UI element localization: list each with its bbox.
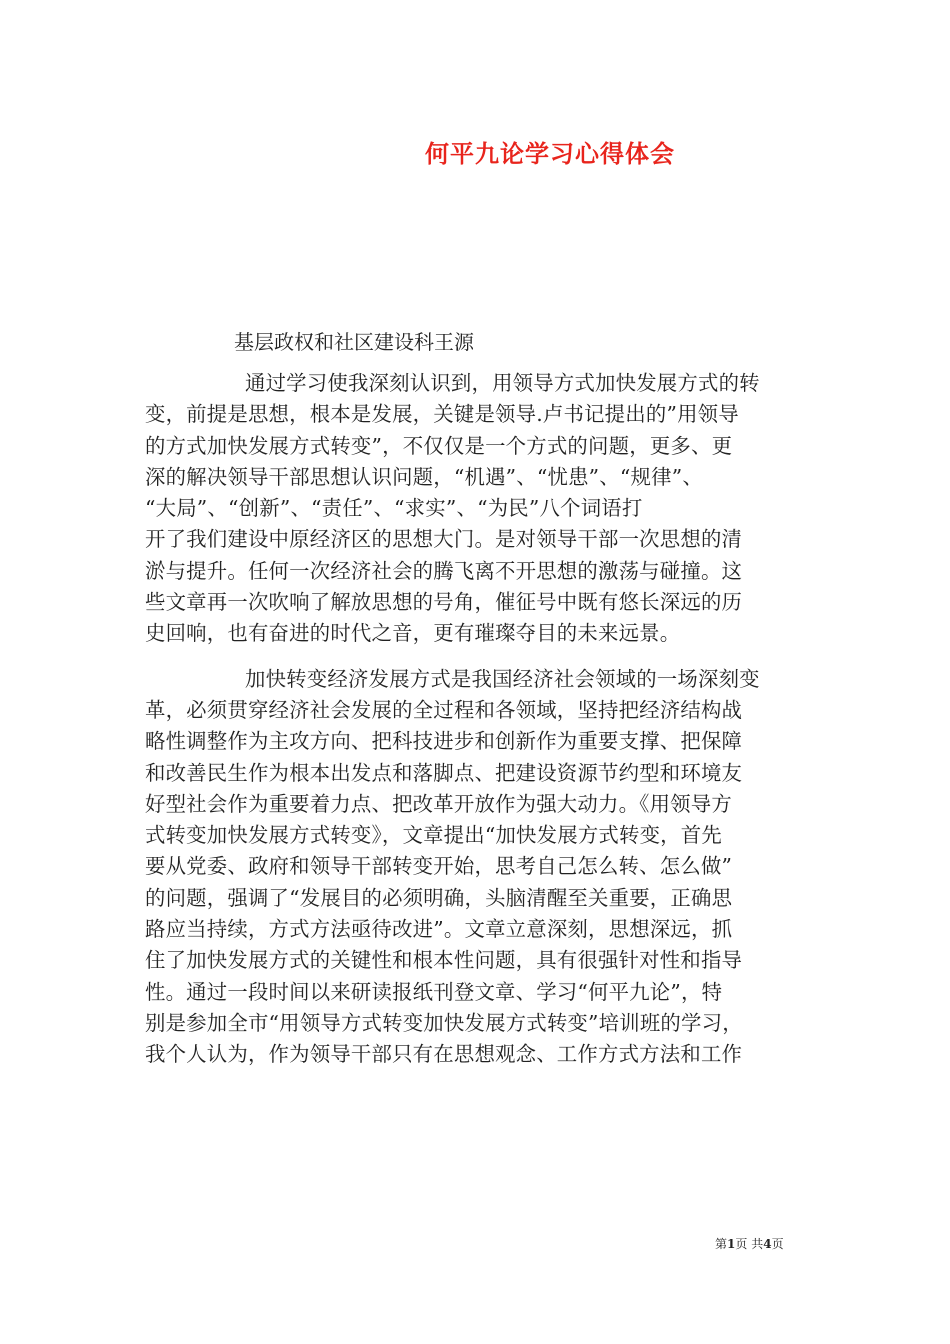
text-line: 史回响，也有奋进的时代之音，更有璀璨夺目的未来远景。: [145, 621, 681, 646]
text-line: 略性调整作为主攻方向、把科技进步和创新作为重要支撑、把保障: [145, 729, 743, 754]
text-line: 住了加快发展方式的关键性和根本性问题，具有很强针对性和指导: [145, 948, 743, 973]
text-line: 的方式加快发展方式转变”，不仅仅是一个方式的问题，更多、更: [145, 433, 733, 458]
author-byline: 基层政权和社区建设科王源: [234, 330, 474, 354]
text-line: 别是参加全市“用领导方式转变加快发展方式转变”培训班的学习，: [145, 1010, 743, 1035]
footer-suffix: 页: [771, 1237, 784, 1251]
text-line: 革，必须贯穿经济社会发展的全过程和各领域，坚持把经济结构战: [145, 697, 743, 722]
paragraph-2: [145, 664, 809, 1071]
text-line: 式转变加快发展方式转变》，文章提出“加快发展方式转变，首先: [145, 823, 722, 848]
total-page-number: 4: [763, 1237, 772, 1251]
text-line: 我个人认为，作为领导干部只有在思想观念、工作方式方法和工作: [145, 1042, 743, 1067]
paragraph-1: [145, 368, 809, 650]
text-line: 路应当持续，方式方法亟待改进”。文章立意深刻，思想深远，抓: [145, 917, 733, 942]
text-line: 加快转变经济发展方式是我国经济社会领域的一场深刻变: [245, 666, 760, 691]
footer-prefix: 第: [715, 1237, 728, 1251]
text-line: 通过学习使我深刻认识到，用领导方式加快发展方式的转: [245, 371, 760, 395]
text-line: 好型社会作为重要着力点、把改革开放作为强大动力。《用领导方: [145, 791, 732, 816]
text-line: 的问题，强调了“发展目的必须明确，头脑清醒至关重要，正确思: [145, 885, 733, 910]
text-line: 性。通过一段时间以来研读报纸刊登文章、学习“何平九论”，特: [145, 979, 723, 1004]
footer-middle: 页 共: [735, 1237, 764, 1251]
current-page-number: 1: [727, 1237, 736, 1251]
text-line: 开了我们建设中原经济区的思想大门。是对领导干部一次思想的清: [145, 527, 743, 552]
text-line: 和改善民生作为根本出发点和落脚点、把建设资源节约型和环境友: [145, 760, 743, 785]
text-line: 淤与提升。任何一次经济社会的腾飞离不开思想的激荡与碰撞。这: [145, 558, 743, 583]
document-title: 何平九论学习心得体会: [425, 139, 675, 168]
text-line: “大局”、“创新”、“责任”、“求实”、“为民”八个词语打: [145, 496, 643, 521]
text-line: 些文章再一次吹响了解放思想的号角，催征号中既有悠长深远的历: [145, 590, 743, 615]
text-line: 要从党委、政府和领导干部转变开始，思考自己怎么转、怎么做”: [145, 854, 733, 879]
text-line: 变，前提是思想，根本是发展，关键是领导.卢书记提出的”用领导: [145, 402, 739, 427]
text-line: 深的解决领导干部思想认识问题，“机遇”、“忧患”、“规律”、: [145, 464, 703, 489]
page-footer: [715, 1235, 784, 1252]
document-body: [145, 368, 809, 1085]
